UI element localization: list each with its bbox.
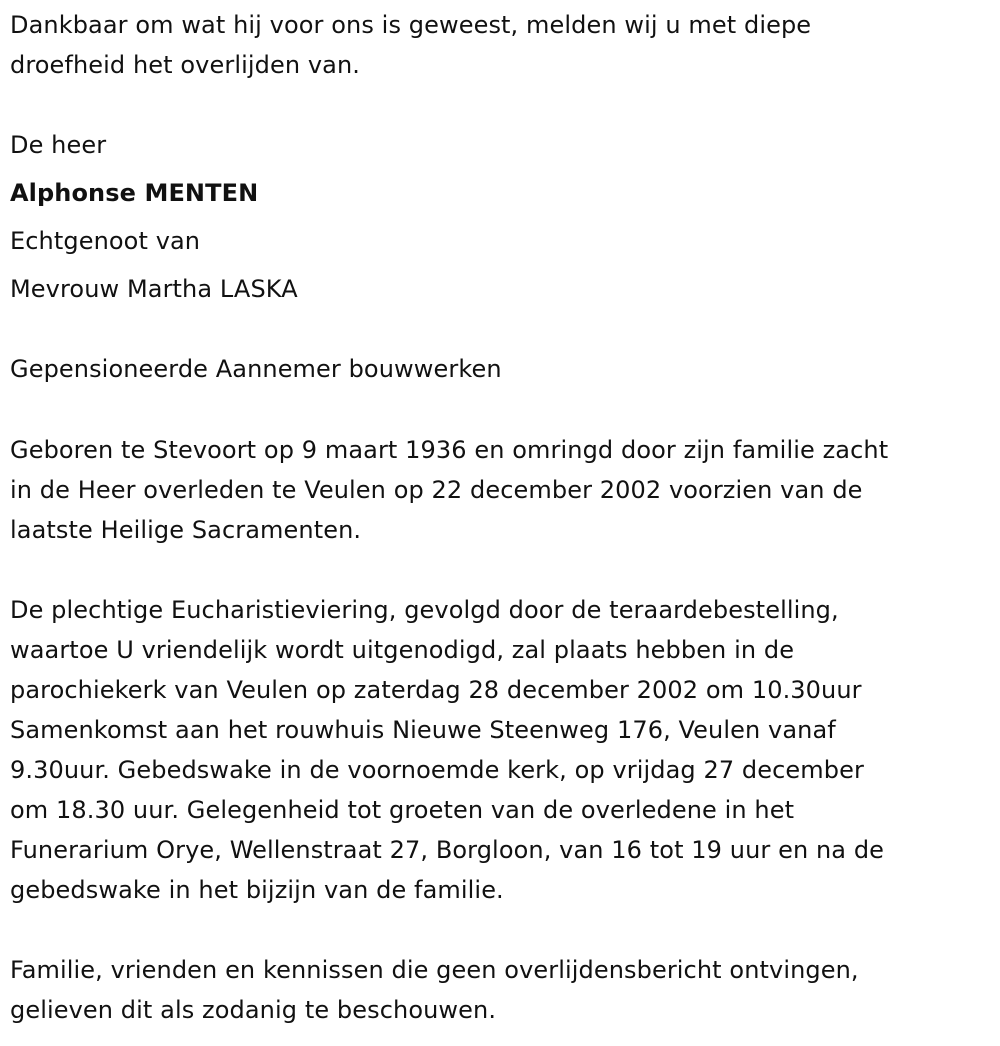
text-line: Geboren te Stevoort op 9 maart 1936 en omringd door zijn familie zacht (10, 436, 889, 464)
text-line: waartoe U vriendelijk wordt uitgenodigd, zal plaats hebben in de (10, 636, 795, 664)
text-line: Funerarium Orye, Wellenstraat 27, Borgloon, van 16 tot 19 uur en na de (10, 836, 885, 864)
text-line: droefheid het overlijden van. (10, 51, 361, 79)
text-line: gebedswake in het bijzijn van de familie. (10, 876, 504, 904)
deceased-title: De heer (10, 131, 107, 159)
spouse-name: Mevrouw Martha LASKA (10, 275, 298, 303)
text-line: om 18.30 uur. Gelegenheid tot groeten van de overledene in het (10, 796, 795, 824)
text-line: Samenkomst aan het rouwhuis Nieuwe Steenweg 176, Veulen vanaf (10, 716, 836, 744)
spouse-label: Echtgenoot van (10, 227, 201, 255)
text-line: parochiekerk van Veulen op zaterdag 28 december 2002 om 10.30uur (10, 676, 862, 704)
text-line: laatste Heilige Sacramenten. (10, 516, 362, 544)
text-line: De plechtige Eucharistieviering, gevolgd door de teraardebestelling, (10, 596, 839, 624)
occupation: Gepensioneerde Aannemer bouwwerken (10, 355, 502, 383)
text-line: 9.30uur. Gebedswake in de voornoemde kerk, op vrijdag 27 december (10, 756, 864, 784)
deceased-name: Alphonse MENTEN (10, 179, 259, 207)
text-line: gelieven dit als zodanig te beschouwen. (10, 996, 497, 1024)
text-line: in de Heer overleden te Veulen op 22 december 2002 voorzien van de (10, 476, 863, 504)
text-line: Familie, vrienden en kennissen die geen overlijdensbericht ontvingen, (10, 956, 859, 984)
text-line: Dankbaar om wat hij voor ons is geweest, melden wij u met diepe (10, 11, 812, 39)
